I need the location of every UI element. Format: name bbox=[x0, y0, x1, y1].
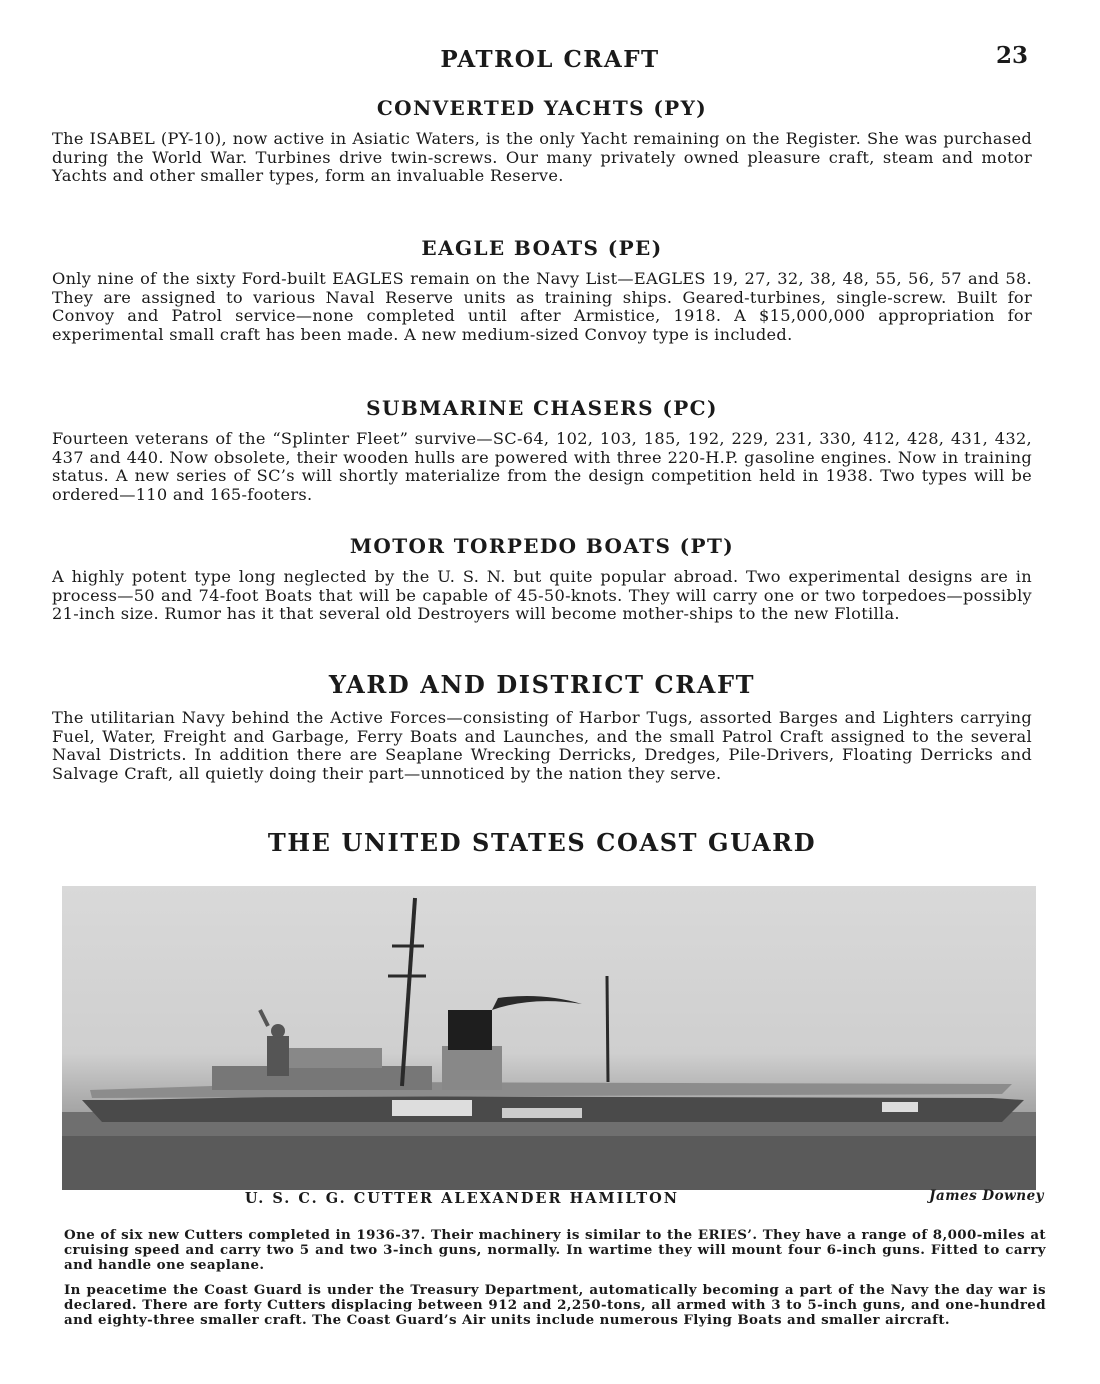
section-title: CONVERTED YACHTS (PY) bbox=[376, 96, 708, 120]
coast-guard-paragraph-1: One of six new Cutters completed in 1936-37. Their machinery is similar to the ERIES’. They have a range of 8,000-miles at cruising speed and carry two 5 and two 3-inch guns, normally. In wartime they will mount four 6-inch guns. Fitted to carry and handle one seaplane. bbox=[64, 1227, 1046, 1273]
section-yard-district-craft bbox=[52, 670, 1032, 783]
cutter-photo bbox=[62, 886, 1036, 1190]
photo-caption: U. S. C. G. CUTTER ALEXANDER HAMILTON bbox=[244, 1190, 680, 1207]
section-eagle-boats bbox=[52, 236, 1032, 344]
coast-guard-paragraph-2: In peacetime the Coast Guard is under the Treasury Department, automatically becoming a part of the Navy the day war is declared. There are forty Cutters displacing between 912 and 2,250-tons, all armed with 3 to 5-inch guns, and one-hundred and eighty-three smaller craft. The Coast Guard’s Air units include numerous Flying Boats and smaller aircraft. bbox=[64, 1282, 1046, 1328]
cutter-ship-illustration bbox=[62, 886, 1036, 1190]
section-title: MOTOR TORPEDO BOATS (PT) bbox=[349, 534, 735, 558]
section-text: The ISABEL (PY-10), now active in Asiatic Waters, is the only Yacht remaining on the Register. She was purchased during the World War. Turbines drive twin-screws. Our many privately owned pleasure craft, steam and motor Yachts and other smaller types, form an invaluable Reserve. bbox=[52, 129, 1032, 186]
page-title: PATROL CRAFT bbox=[440, 46, 660, 73]
page-number: 23 bbox=[995, 42, 1028, 69]
section-coast-guard-heading bbox=[52, 828, 1032, 867]
section-submarine-chasers bbox=[52, 396, 1032, 504]
section-text: Fourteen veterans of the “Splinter Fleet” survive—SC-64, 102, 103, 185, 192, 229, 231, 330, 412, 428, 431, 432, 437 and 440. Now obsolete, their wooden hulls are powered with three 220-H.P. gasoline engines. Now in training status. A new series of SC’s will shortly materialize from the design competition held in 1938. Two types will be ordered—110 and 165-footers. bbox=[52, 429, 1032, 504]
coast-guard-title: THE UNITED STATES COAST GUARD bbox=[267, 828, 817, 857]
section-text: Only nine of the sixty Ford-built EAGLES remain on the Navy List—EAGLES 19, 27, 32, 38, 48, 55, 56, 57 and 58. They are assigned to various Naval Reserve units as training ships. Geared-turbines, single-screw. Built for Convoy and Patrol service—none completed until after Armistice, 1918. A $15,000,000 appropriation for experimental small craft has been made. A new medium-sized Convoy type is included. bbox=[52, 269, 1032, 344]
section-motor-torpedo-boats bbox=[52, 534, 1032, 624]
coast-guard-description bbox=[64, 1228, 1046, 1328]
section-title: SUBMARINE CHASERS (PC) bbox=[366, 396, 718, 420]
section-title: YARD AND DISTRICT CRAFT bbox=[328, 670, 756, 699]
section-converted-yachts bbox=[52, 96, 1032, 186]
photo-caption-row bbox=[62, 1186, 1044, 1208]
photo-credit: James Downey bbox=[929, 1188, 1044, 1204]
section-title: EAGLE BOATS (PE) bbox=[421, 236, 663, 260]
section-text: A highly potent type long neglected by the U. S. N. but quite popular abroad. Two experimental designs are in process—50 and 74-foot Boats that will be capable of 45-50-knots. They will carry one or two torpedoes—possibly 21-inch size. Rumor has it that several old Destroyers will become mother-ships to the new Flotilla. bbox=[52, 567, 1032, 624]
page-header bbox=[0, 42, 1100, 76]
section-text: The utilitarian Navy behind the Active Forces—consisting of Harbor Tugs, assorted Barges and Lighters carrying Fuel, Water, Freight and Garbage, Ferry Boats and Launches, and the small Patrol Craft assigned to the several Naval Districts. In addition there are Seaplane Wrecking Derricks, Dredges, Pile-Drivers, Floating Derricks and Salvage Craft, all quietly doing their part—unnoticed by the nation they serve. bbox=[52, 708, 1032, 783]
